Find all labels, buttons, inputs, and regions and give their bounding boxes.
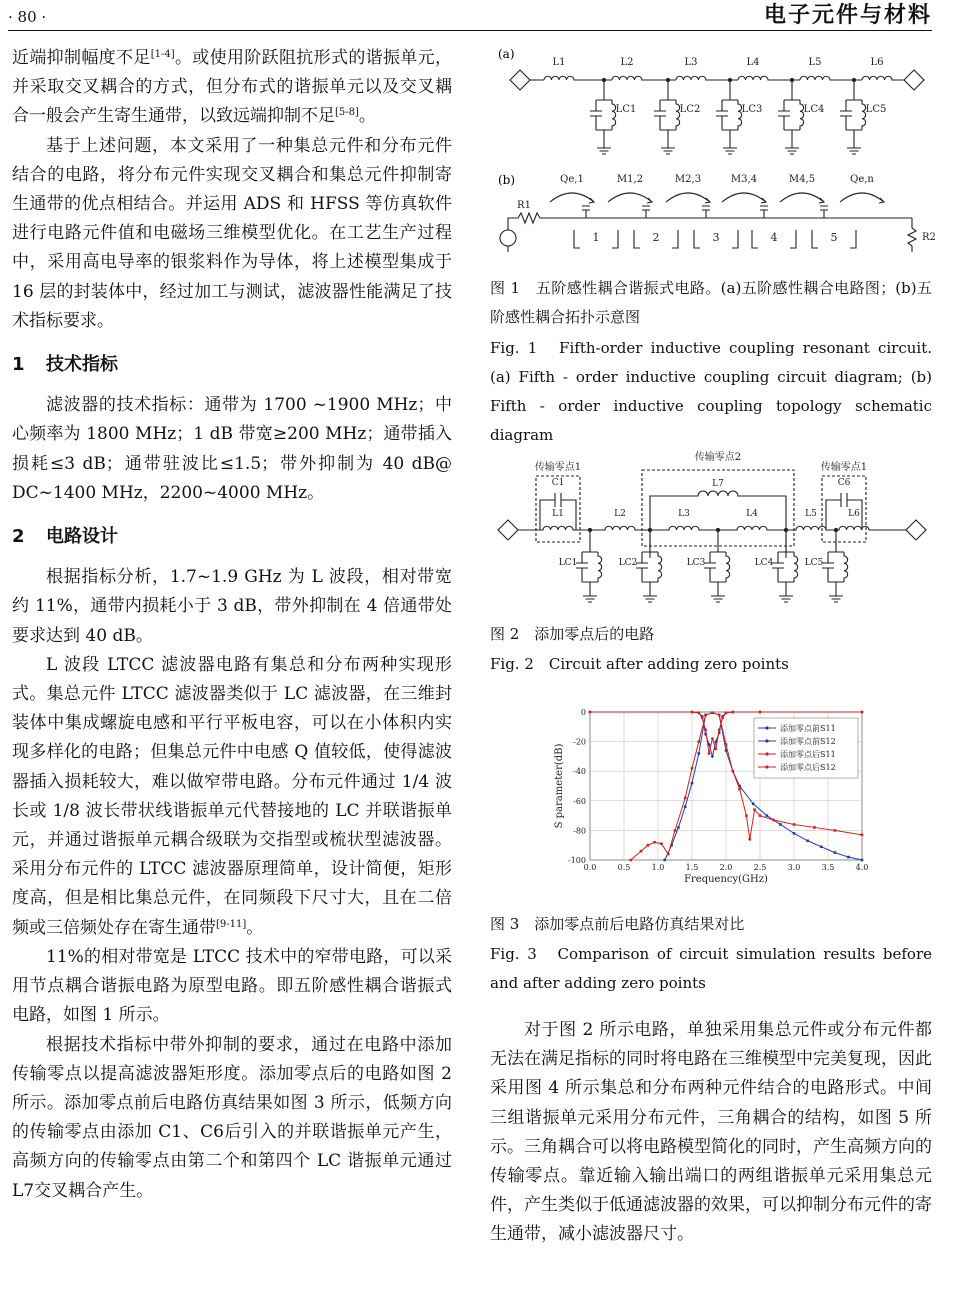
data-point — [691, 767, 694, 770]
data-point — [589, 711, 592, 714]
data-point — [708, 752, 711, 755]
legend-entry: 添加零点前S11 — [780, 724, 836, 733]
capacitor-label: C6 — [837, 478, 851, 488]
y-tick-label: 0 — [580, 708, 586, 717]
resonator-node: 4 — [770, 231, 778, 244]
inductor-label: L4 — [746, 509, 758, 519]
data-point — [664, 859, 667, 862]
inductor-label: L1 — [552, 57, 566, 68]
data-point — [721, 717, 724, 720]
data-point — [714, 748, 717, 751]
inductor-label: L3 — [678, 509, 690, 519]
coupling-label: Qe,n — [850, 174, 874, 185]
r2-label: R2 — [922, 232, 936, 243]
data-point — [793, 832, 796, 835]
data-point — [725, 743, 728, 746]
fig2-caption-cn: 图 2 添加零点后的电路 — [490, 625, 655, 643]
text: L 波段 LTCC 滤波器电路有集总和分布两种实现形式。集总元件 LTCC 滤波器类似于 LC 滤波器，在三维封装体中集成螺旋电感和平行平板电容，可以在小体积内实现多样化的电路；但集总元件中电感 Q 值较低，使得滤波器插入损耗较大，难以做窄带电路。分布元件通过 1/4 波长或 1/8 波长带状线谐振单元代替接地的 LC 并联谐振单元，并通过谐振单元耦合级联为交指型或梳状型滤波器。采用分布元件的 LTCC 滤波器原理简单，设计简便，矩形度高，但是相比集总元件，在同频段下尺寸大，且在二倍频或三倍频处存在寄生通带 — [12, 654, 452, 938]
resonator-label: LC1 — [558, 558, 578, 568]
x-tick-label: 2.5 — [753, 863, 767, 872]
data-point — [647, 844, 650, 847]
right-column — [490, 1016, 932, 1250]
legend-marker — [765, 726, 768, 729]
figure-3-chart — [548, 700, 888, 900]
resonator-label: LC3 — [741, 104, 763, 115]
inductor-label: L2 — [614, 509, 626, 519]
inductor-label: L1 — [552, 509, 564, 519]
data-point — [711, 711, 714, 714]
zero-point-2-label: 传输零点2 — [694, 452, 742, 463]
data-point — [698, 752, 701, 755]
resonator-label: LC2 — [679, 104, 701, 115]
legend-entry: 添加零点后S11 — [780, 750, 836, 759]
legend-marker — [765, 739, 768, 742]
coupling-label: Qe,1 — [560, 174, 584, 185]
fig3-caption-cn: 图 3 添加零点前后电路仿真结果对比 — [490, 915, 745, 933]
data-point — [861, 859, 864, 862]
data-point — [759, 814, 762, 817]
x-tick-label: 3.5 — [821, 863, 835, 872]
inductor-label: L5 — [808, 57, 822, 68]
x-tick-label: 1.5 — [685, 863, 699, 872]
figure-2-circuit — [492, 440, 938, 610]
coupling-label: M4,5 — [788, 174, 816, 185]
legend-entry: 添加零点后S12 — [780, 763, 836, 772]
data-point — [691, 711, 694, 714]
y-tick-label: -80 — [573, 826, 586, 836]
paragraph — [12, 651, 452, 943]
data-point — [701, 717, 704, 720]
x-tick-label: 4.0 — [855, 863, 869, 872]
data-point — [704, 728, 707, 731]
data-point — [640, 850, 643, 853]
zero-point-1-label: 传输零点1 — [534, 462, 582, 473]
section-title: 电路设计 — [46, 526, 118, 548]
text: 近端抑制幅度不足 — [12, 48, 151, 68]
resonator-node: 5 — [830, 231, 838, 244]
fig1-caption-cn: 图 1 五阶感性耦合谐振式电路。(a)五阶感性耦合电路图；(b)五阶感性耦合拓扑示意图 — [490, 279, 932, 326]
data-point — [684, 797, 687, 800]
fig3-caption-en: Fig. 3 Comparison of circuit simulation results before and after adding zero points — [490, 945, 932, 992]
l7-label: L7 — [712, 479, 724, 489]
journal-title: 电子元件与材料 — [763, 2, 932, 28]
data-point — [745, 814, 748, 817]
text: 。 — [246, 917, 264, 938]
data-point — [820, 845, 823, 848]
section-title: 技术指标 — [46, 354, 118, 376]
fig2-caption-en: Fig. 2 Circuit after adding zero points — [490, 655, 789, 673]
data-point — [766, 814, 769, 817]
data-point — [677, 826, 680, 829]
resonator-label: LC4 — [803, 104, 825, 115]
x-axis-label: Frequency(GHz) — [684, 874, 768, 885]
data-point — [660, 842, 663, 845]
text: 。 — [358, 106, 376, 127]
fig1-caption-en: Fig. 1 Fifth-order inductive coupling resonant circuit. (a) Fifth - order inductive coupling circuit diagram; (b) Fifth - order inductive coupling topology schematic diagram — [490, 339, 932, 444]
fig1-label-a: (a) — [498, 47, 515, 61]
y-tick-label: -20 — [573, 737, 586, 747]
inductor-label: L5 — [805, 509, 817, 519]
zero-point-1b-label: 传输零点1 — [820, 462, 868, 473]
data-point — [667, 853, 670, 856]
data-point — [718, 714, 721, 717]
x-tick-label: 2.0 — [719, 863, 733, 872]
data-point — [684, 805, 687, 808]
resonator-label: LC5 — [865, 104, 887, 115]
resonator-node: 2 — [652, 231, 660, 244]
resonator-label: LC1 — [615, 104, 637, 115]
data-point — [806, 839, 809, 842]
paragraph: 根据技术指标中带外抑制的要求，通过在电路中添加传输零点以提高滤波器矩形度。添加零点后的电路如图 2 所示。添加零点前后电路仿真结果如图 3 所示，低频方向的传输零点由添加 C1、C6后引入的并联谐振单元产生，高频方向的传输零点由第二个和第四个 LC 谐振单元通过 L7交叉耦合产生。 — [12, 1034, 452, 1201]
data-point — [718, 728, 721, 731]
header-rule — [8, 30, 932, 31]
y-axis-label: S parameter(dB) — [554, 743, 565, 829]
section-number: 1 — [12, 354, 25, 376]
legend-marker — [765, 765, 768, 768]
resonator-label: LC2 — [618, 558, 638, 568]
coupling-label: M2,3 — [674, 174, 702, 185]
data-point — [630, 859, 633, 862]
x-tick-label: 0.5 — [617, 863, 631, 872]
data-point — [698, 740, 701, 743]
legend-entry: 添加零点前S12 — [780, 737, 836, 746]
resonator-node: 3 — [712, 231, 720, 244]
x-tick-label: 1.0 — [651, 863, 665, 872]
data-point — [772, 819, 775, 822]
y-tick-label: -100 — [568, 856, 586, 865]
y-tick-label: -60 — [573, 796, 586, 806]
coupling-label: M3,4 — [730, 174, 758, 185]
text: 。或使用阶跃阻抗形式的谐振单元，并采取交叉耦合的方式，但分布式的谐振单元以及交叉耦合一般会产生寄生通带，以致远端抑制不足 — [12, 48, 453, 127]
data-point — [847, 856, 850, 859]
paragraph: 11%的相对带宽是 LTCC 技术中的窄带电路，可以采用节点耦合谐振电路为原型电路。即五阶感性耦合谐振式电路，如图 1 所示。 — [12, 946, 452, 1026]
section-heading-2 — [12, 522, 452, 551]
fig1-label-b: (b) — [498, 173, 516, 187]
paragraph: 基于上述问题，本文采用了一种集总元件和分布元件结合的电路，将分布元件实现交叉耦合和集总元件抑制寄生通带的优点相结合。并运用 ADS 和 HFSS 等仿真软件进行电路元件值和电磁场三维模型优化。在工艺生产过程中，采用高电导率的银浆料作为导体，将上述模型集成于 16 层的封装体中，经过加工与测试，滤波器性能满足了技术指标要求。 — [12, 135, 452, 331]
citation[interactable]: [1-4] — [150, 49, 175, 60]
data-point — [711, 737, 714, 740]
r1-label: R1 — [517, 200, 531, 211]
paragraph: 对于图 2 所示电路，单独采用集总元件或分布元件都无法在满足指标的同时将电路在三维模型中完美复现，因此采用图 4 所示集总和分布两种元件结合的电路形式。中间三组谐振单元采用分布元件，三角耦合的结构，如图 5 所示。三角耦合可以将电路模型简化的同时，产生高频方向的传输零点。靠近输入输出端口的两组谐振单元采用集总元件，产生类似于低通滤波器的效果，可以抑制分布元件的寄生通带，减小滤波器尺寸。 — [490, 1020, 932, 1245]
resonator-label: LC3 — [686, 558, 706, 568]
resonator-label: LC5 — [804, 558, 824, 568]
coupling-label: M1,2 — [616, 174, 644, 185]
data-point — [691, 782, 694, 785]
data-point — [704, 714, 707, 717]
data-point — [674, 829, 677, 832]
data-point — [731, 711, 734, 714]
data-point — [793, 823, 796, 826]
data-point — [759, 711, 762, 714]
data-point — [738, 788, 741, 791]
data-point — [861, 711, 864, 714]
legend-marker — [765, 752, 768, 755]
page-number: · 80 · — [8, 8, 47, 26]
data-point — [653, 841, 656, 844]
section-heading-1 — [12, 350, 452, 379]
paragraph — [12, 44, 452, 132]
citation[interactable]: [9-11] — [216, 918, 247, 930]
data-point — [711, 755, 714, 758]
paragraph: 滤波器的技术指标：通带为 1700 ~1900 MHz；中心频率为 1800 MHz；1 dB 带宽≥200 MHz；通带插入损耗≤3 dB；通带驻波比≤1.5；带外抑制为 40 dB@ DC~1400 MHz，2200~4000 MHz。 — [12, 395, 452, 503]
data-point — [752, 802, 755, 805]
data-point — [834, 851, 837, 854]
inductor-label: L6 — [870, 57, 884, 68]
inductor-label: L2 — [620, 57, 634, 68]
section-number: 2 — [12, 526, 25, 548]
x-tick-label: 0.0 — [583, 863, 597, 872]
resonator-label: LC4 — [754, 558, 774, 568]
data-point — [753, 808, 756, 811]
resonator-node: 1 — [592, 231, 600, 244]
capacitor-label: C1 — [551, 478, 565, 488]
figure-1-circuit — [492, 42, 938, 262]
y-tick-label: -40 — [573, 767, 586, 777]
data-point — [725, 711, 728, 714]
data-point — [732, 770, 735, 773]
inductor-label: L6 — [848, 509, 860, 519]
data-point — [779, 823, 782, 826]
data-point — [749, 838, 752, 841]
inductor-label: L3 — [684, 57, 698, 68]
left-column — [12, 44, 452, 1206]
data-point — [697, 711, 700, 714]
inductor-label: L4 — [746, 57, 760, 68]
data-point — [861, 834, 864, 837]
data-point — [813, 826, 816, 829]
data-point — [834, 829, 837, 832]
citation[interactable]: [5-8] — [335, 107, 359, 119]
paragraph: 根据指标分析，1.7~1.9 GHz 为 L 波段，相对带宽约 11%，通带内损耗小于 3 dB，带外抑制在 4 倍通带处要求达到 40 dB。 — [12, 567, 452, 646]
x-tick-label: 3.0 — [787, 863, 801, 872]
